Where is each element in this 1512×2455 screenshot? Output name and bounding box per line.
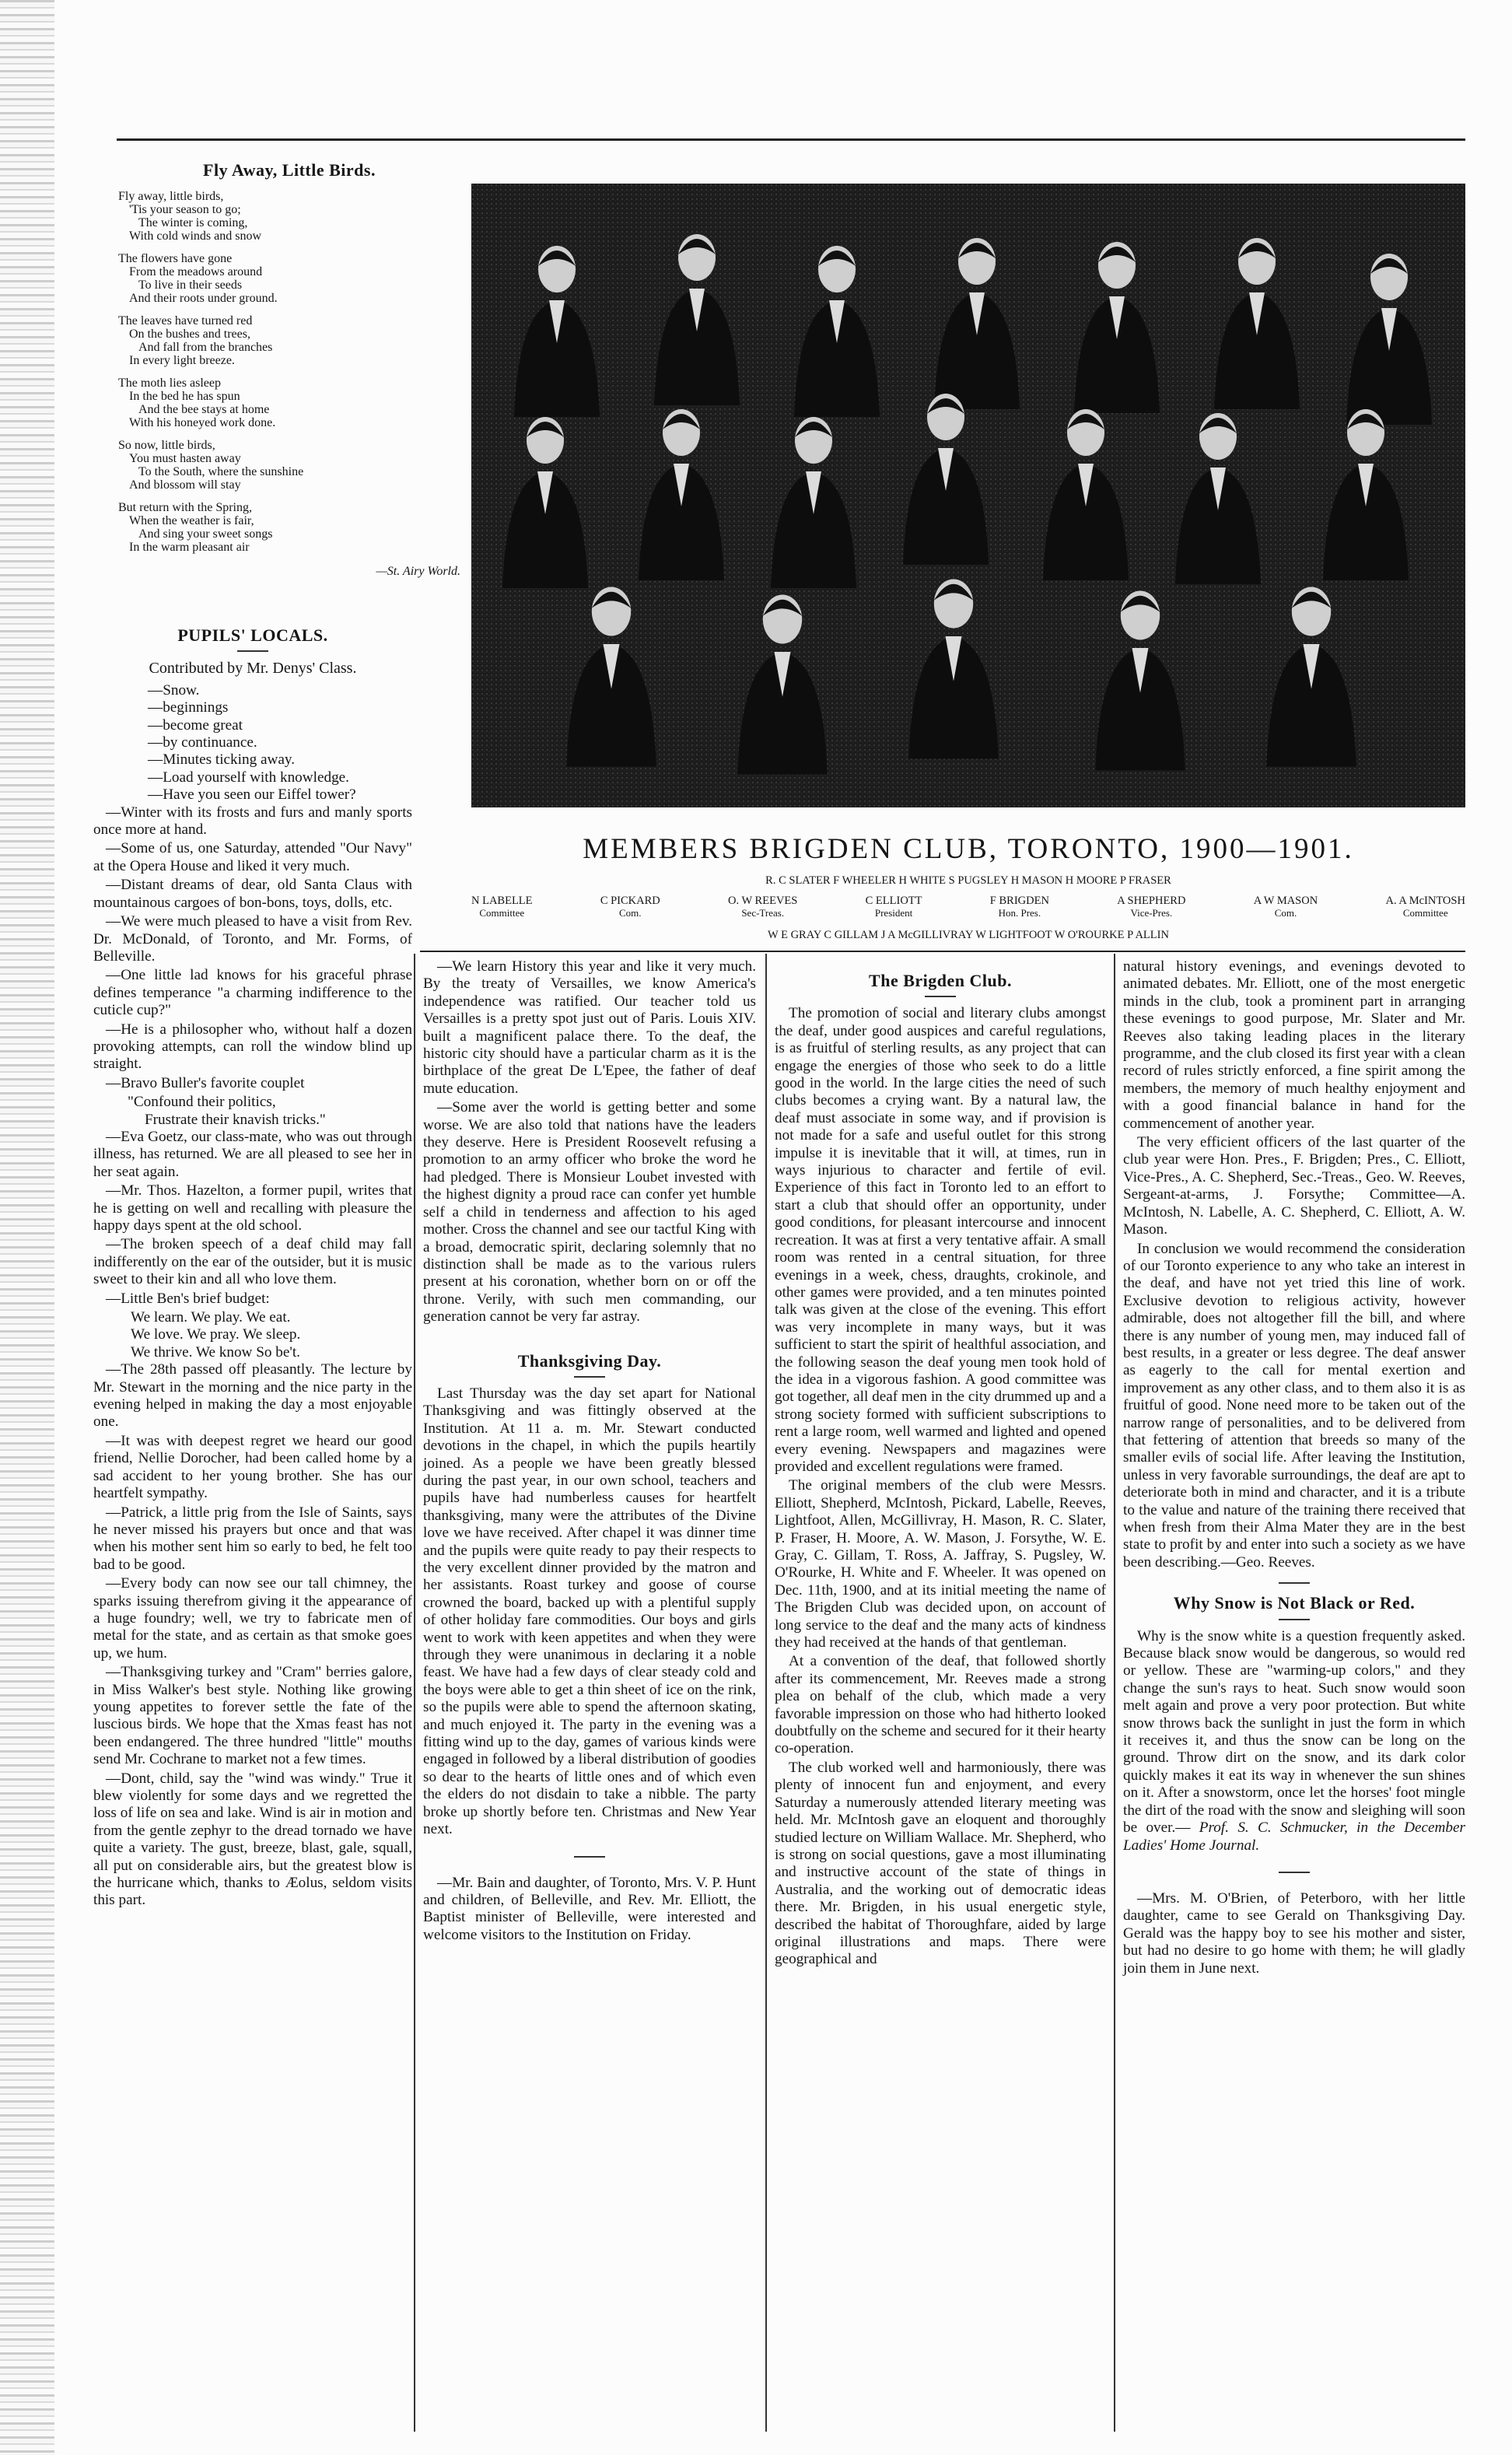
poem-line: In the bed he has spun	[129, 390, 240, 404]
title-rule	[925, 996, 956, 997]
poem-line: You must hasten away	[129, 452, 241, 466]
local-short-item: —Minutes ticking away.	[148, 751, 295, 769]
poem-line: With his honeyed work done.	[129, 416, 276, 430]
budget-line: We love. We pray. We sleep.	[131, 1326, 301, 1343]
visitors-item: —Mr. Bain and daughter, of Toronto, Mrs. V. P. Hunt and children, of Belleville, and Rev. Mr. Elliott, the Baptist minister of Belleville, were interested and welcome visitors to the Institution on Friday.	[423, 1874, 756, 1943]
pupils-locals	[93, 622, 412, 1911]
brigden-para-1: The promotion of social and literary clubs amongst the deaf, under good auspices and careful regulations, is as fruitful of sterling results, as any project that can engage the energies of those who seek to do a little good in the world. In the large cities the need of such clubs becomes a crying want. By a natural law, the deaf must associate in some way, and if provision is not made for a safe and useful outlet for this strong impulse it is inevitable that it will, at times, run in ways injurious to character and fertile of evil. Experience of this fact in Toronto led to an effort to start a club that should offer an opportunity, under good conditions, for pleasant intercourse and innocent recreation. It was at first a very tentative affair. A small room was rented in a central situation, for three evenings in a week, chess, draughts, crokinole, and other games were provided, and a ten minutes pointed talk was given at the close of the evening. This effort was very incomplete in many ways, but it was sufficient to start the spirit of healthful association, and the following season the deaf young men took hold of the idea in a vigorous fashion. A good committee was got together, all deaf men in the city drummed up and a strong society formed with sufficient subscriptions to rent a large room, well warmed and lighted and opened every evening. Newspapers and magazines were provided and excellent regulations were framed.	[775, 1005, 1106, 1475]
column-3	[775, 968, 1106, 1970]
poem-line: The winter is coming,	[138, 216, 248, 230]
poem-line: And blossom will stay	[129, 478, 241, 492]
caption-person-role: Hon. Pres.	[998, 907, 1041, 919]
local-item: —Some of us, one Saturday, attended "Our Navy" at the Opera House and liked it very much.	[93, 840, 412, 874]
column-2	[423, 958, 756, 1945]
club-group-photo	[471, 184, 1465, 807]
caption-person	[1385, 895, 1465, 919]
caption-person-name: A W MASON	[1253, 895, 1318, 907]
photo-figures	[471, 184, 1465, 807]
brigden-para-2: The original members of the club were Messrs. Elliott, Shepherd, McIntosh, Pickard, Labelle, Reeves, Lightfoot, Allen, McGillivray, H. Mason, R. C. Slater, P. Fraser, H. Moore, A. W. Mason, J. Forsythe, W. E. Gray, C. Gillam, T. Ross, A. Jaffray, S. Pugsley, W. O'Rourke, H. White and F. Wheeler. It was opened on Dec. 11th, 1900, and at its initial meeting the name of The Brigden Club was decided upon, on account of long service to the deaf and the many acts of kindness they had received at the hands of that gentleman.	[775, 1477, 1106, 1651]
poem-line: And their roots under ground.	[129, 292, 278, 306]
snow-title: Why Snow is Not Black or Red.	[1173, 1593, 1416, 1613]
brigden-club-title: The Brigden Club.	[869, 971, 1012, 990]
local-short-item: —Have you seen our Eiffel tower?	[148, 786, 356, 804]
brigden-cont-2: The very efficient officers of the last quarter of the club year were Hon. Pres., F. Brigden; Pres., C. Elliott, Vice-Pres., A. C. Shepherd, Sec.-Treas., Geo. W. Reeves, Sergeant-at-arms, J. Forsythe; Committee—A. McIntosh, N. Labelle, A. C. Shepherd, C. Elliott, A. W. Mason.	[1123, 1134, 1465, 1238]
local-item: —Bravo Buller's favorite couplet	[106, 1074, 305, 1091]
caption-person-role: Com.	[619, 907, 642, 919]
poem-line: To the South, where the sunshine	[138, 465, 304, 479]
brigden-para-4: The club worked well and harmoniously, there was plenty of innocent fun and enjoyment, and every Saturday a numerously attended literary meeting was held. Mr. McIntosh gave an eloquent and thoroughly studied lecture on William Wallace. Mr. Shepherd, who is strong on social questions, gave a most illuminating and instructive account of the state of things in Australia, and the working out of democratic ideas there. Mr. Brigden, in his usual energetic style, described the habitat of Thoroughfare, aided by large original illustrations and maps. There were geographical and	[775, 1759, 1106, 1968]
poem-line: When the weather is fair,	[129, 514, 254, 528]
poem-line: On the bushes and trees,	[129, 327, 250, 341]
world-item: —Some aver the world is getting better and some worse. We are also told that nations have the leaders they deserve. Here is President Roosevelt refusing a promotion to an army officer who broke the word he had pledged. There is Monsieur Loubet invested with the highest dignity a proud race can confer yet humble self a child in tenderness and affection to his aged mother. Cross the channel and see our tactful King with a broad, democratic spirit, declaring solemnly that no distinction shall be made as to the various rulers present at his coronation, whether born on or off the throne. Verily, with such men commanding, our generation cannot be very far astray.	[423, 1099, 756, 1326]
locals-byline: Contributed by Mr. Denys' Class.	[149, 660, 357, 678]
caption-person-role: Committee	[479, 907, 525, 919]
caption-person	[1117, 895, 1185, 919]
column-rule-2	[765, 954, 767, 2432]
caption-person	[600, 895, 660, 919]
caption-person-name: A. A McINTOSH	[1385, 895, 1465, 907]
local-item: —Eva Goetz, our class-mate, who was out through illness, has returned. We are all pleased to see her in her seat again.	[93, 1128, 412, 1180]
local-item: —Dont, child, say the "wind was windy." True it blew violently for some days and we regretted the loss of life on sea and lake. Wind is air in motion and from the gentle zephyr to the dread tornado we have quite a variety. The gust, breeze, blast, gale, squall, all put on considerable airs, but the greatest blow is the hurricane which, thanks to Æolus, seldom visits this part.	[93, 1770, 412, 1909]
caption-person	[471, 895, 533, 919]
caption-row-1: R. C SLATER F WHEELER H WHITE S PUGSLEY H MASON H MOORE P FRASER	[765, 874, 1171, 887]
local-item: —One little lad knows for his graceful phrase defines temperance "a charming indifference to the cuticle cup?"	[93, 967, 412, 1019]
poem-line: The leaves have turned red	[118, 314, 253, 328]
column-rule-1	[414, 954, 415, 2432]
poem-line: And fall from the branches	[138, 341, 273, 355]
poem-line: 'Tis your season to go;	[129, 203, 241, 217]
budget-line: We learn. We play. We eat.	[131, 1309, 291, 1326]
locals-items-3	[93, 1361, 412, 1910]
column-rule-3	[1114, 954, 1115, 2432]
poem-stanza	[118, 501, 460, 554]
local-item: —Patrick, a little prig from the Isle of Saints, says he never missed his prayers but once and that was when his mother sent him so early to bed, he felt too bad to be good.	[93, 1504, 412, 1573]
little-bens-budget	[93, 1309, 412, 1361]
poem-line: In every light breeze.	[129, 354, 235, 368]
poem-credit: —St. Airy World.	[376, 565, 460, 579]
caption-row-3: W E GRAY C GILLAM J A McGILLIVRAY W LIGHTFOOT W O'ROURKE P ALLIN	[768, 929, 1169, 941]
local-item: —Thanksgiving turkey and "Cram" berries galore, in Miss Walker's best style. Nothing like growing young appetites to forever settle the fate of the luscious birds. We hope that the Xmas feast has not been endangered. The three hundred "little" mouths send Mr. Cochrane to market not a few times.	[93, 1664, 412, 1768]
caption-person-name: C ELLIOTT	[865, 895, 922, 907]
thanksgiving-title: Thanksgiving Day.	[517, 1350, 662, 1371]
caption-person	[866, 895, 922, 919]
caption-person-role: Sec-Treas.	[741, 907, 785, 919]
poem-line: So now, little birds,	[118, 439, 215, 453]
scan-gutter	[0, 0, 54, 2455]
caption-person	[1254, 895, 1318, 919]
caption-person-role: Com.	[1274, 907, 1297, 919]
local-item: —The 28th passed off pleasantly. The lecture by Mr. Stewart in the morning and the nice party in the evening helped in making the day a most enjoyable one.	[93, 1361, 412, 1431]
poem-line: Fly away, little birds,	[118, 190, 224, 204]
poem-title: Fly Away, Little Birds.	[203, 160, 376, 180]
item-rule	[574, 1856, 605, 1858]
poem-line: With cold winds and snow	[129, 229, 262, 243]
snow-credit: Prof. S. C. Schmucker, in the December Ladies' Home Journal.	[1123, 1819, 1465, 1854]
local-item: —Winter with its frosts and furs and manly sports once more at hand.	[93, 804, 412, 839]
poem-line: And sing your sweet songs	[138, 527, 273, 541]
poem-block	[118, 162, 460, 581]
poem-line: From the meadows around	[129, 265, 263, 279]
poem-line: To live in their seeds	[138, 278, 243, 292]
brigden-cont-1: natural history evenings, and evenings devoted to animated debates. Mr. Elliott, one of the most energetic minds in the club, took a prominent part in arranging these evenings to good purpose, Mr. Slater and Mr. Reeves also taking leading places in the literary programme, and the club closed its first year with a clean record of rules strictly enforced, a fine spirit among the members, the memory of much healthy enjoyment and with a good financial balance in hand for the commencement of another year.	[1123, 958, 1465, 1132]
poem-stanza	[118, 190, 460, 243]
poem-stanza	[118, 439, 460, 492]
brigden-cont-3: In conclusion we would recommend the consideration of our Toronto experience to any who take an interest in the deaf, and have not yet tried this line of work. Exclusive devotion to religious activity, however admirable, does not altogether fill the bill, and where there is any number of young men, may induced fall of best results, in a greater or less degree. The deaf answer as eagerly to the call for mental exertion and improvement as any other class, and to them also it is as fruitful of good. None need more to be taken out of the narrow range of personalities, and to be delivered from that fettering of attention that breeds so many of the smaller evils of social life. After leaving the Institution, unless in very favorable surroundings, the deaf are apt to deteriorate both in mind and character, and it is a tribute to the value and nature of the training there received that when fresh from their Alma Mater they are in the best state to profit by and enter into such a society as we have been describing.—Geo. Reeves.	[1123, 1240, 1465, 1571]
caption-person-name: O. W REEVES	[728, 895, 798, 907]
local-short-item: —Load yourself with knowledge.	[148, 769, 349, 786]
poem-line: But return with the Spring,	[118, 501, 252, 515]
photo-caption-title: MEMBERS BRIGDEN CLUB, TORONTO, 1900—1901.	[583, 833, 1354, 865]
local-item: —Little Ben's brief budget:	[106, 1290, 270, 1307]
local-item: —Distant dreams of dear, old Santa Claus with mountainous cargoes of bon-bons, toys, dolls, etc.	[93, 877, 412, 911]
title-rule	[574, 1376, 605, 1378]
local-item: —Every body can now see our tall chimney, the sparks issuing therefrom giving it the appearance of a huge foundry; well, we try to fabricate men of metal for the state, and as certain as that smoke goes up, we hum.	[93, 1575, 412, 1662]
poem-line: In the warm pleasant air	[129, 541, 250, 555]
budget-line: We thrive. We know So be't.	[131, 1343, 300, 1361]
history-item: —We learn History this year and like it very much. By the treaty of Versailles, we know America's independence was ratified. Our teacher told us Versailles is a pretty spot just out of Paris. Louis XIV. built a magnificent palace there. To the deaf, the historic city should have a particular charm as it is the birthplace of the great De L'Epee, the father of deaf mute education.	[423, 958, 756, 1097]
local-short-item: —by continuance.	[148, 734, 257, 751]
caption-person	[990, 895, 1049, 919]
title-rule	[237, 650, 268, 652]
poem-stanza	[118, 376, 460, 429]
column-4	[1123, 958, 1465, 1979]
locals-title: PUPILS' LOCALS.	[177, 625, 328, 645]
locals-items	[93, 804, 412, 1093]
local-item: —We were much pleased to have a visit from Rev. Dr. McDonald, of Toronto, and Mr. Forms, of Belleville.	[93, 913, 412, 965]
local-item: —It was with deepest regret we heard our good friend, Nellie Dorocher, had been called home by a sad accident to her young brother. She has our heartfelt sympathy.	[93, 1432, 412, 1502]
top-rule	[117, 138, 1465, 141]
caption-person-name: C PICKARD	[600, 895, 660, 907]
caption-person-role: Vice-Pres.	[1130, 907, 1173, 919]
caption-person-role: President	[874, 907, 913, 919]
caption-person-name: N LABELLE	[471, 895, 533, 907]
brigden-para-3: At a convention of the deaf, that followed shortly after its commencement, Mr. Reeves made a strong plea on behalf of the club, which made a very favorable impression on those who had hitherto looked doubtfully on the scheme and secured for it their hearty co-operation.	[775, 1653, 1106, 1757]
caption-person	[728, 895, 797, 919]
poem-stanza	[118, 314, 460, 367]
item-rule	[1279, 1872, 1310, 1873]
poem-stanza	[118, 252, 460, 305]
caption-row-2	[471, 895, 1465, 919]
item-rule	[1279, 1582, 1310, 1584]
local-item: —He is a philosopher who, without half a dozen provoking attempts, can roll the window blind up straight.	[93, 1021, 412, 1073]
poem-line: The moth lies asleep	[118, 376, 221, 390]
couplet: "Confound their politics, Frustrate their knavish tricks."	[128, 1094, 326, 1128]
snow-article: Why is the snow white is a question frequently asked. Because black snow would be dangerous, so would red or yellow. These are "warming-up colors," and they change the sun's rays to heat. Such snow would soon melt again and prove a very poor protection. But white snow throws back the sunlight in just the form in which it receives it, and thus the snow can be long on the ground. Throw dirt on the snow, and its dark color quickly makes it eat its way in whenever the sun shines on it. After a snowstorm, once let the horses' foot mingle the dirt of the road with the snow and sleighing will soon be over.— Prof. S. C. Schmucker, in the December Ladies' Home Journal.	[1123, 1627, 1465, 1854]
local-short-item: —become great	[148, 716, 243, 734]
local-item: —Mr. Thos. Hazelton, a former pupil, writes that he is getting on well and recalling with pleasure the happy days spent at the old school.	[93, 1182, 412, 1234]
thanksgiving-article: Last Thursday was the day set apart for National Thanksgiving and was fittingly observed at the Institution. At 11 a. m. Mr. Stewart conducted devotions in the chapel, in which the pupils heartily joined. As a people we have been greatly blessed during the past year, in our own school, teachers and pupils have had numberless causes for heartfelt thanksgiving, many were the attributes of the Divine love we have received. After chapel it was dinner time and the pupils were quite ready to pay their respects to the very excellent dinner provided by the matron and her assistants. Roast turkey and goose of course crowned the board, backed up with a plentiful supply of other holiday fare commodities. Our boys and girls went to work with keen appetites and when they were through they were unanimous in declaring it a noble feast. We have had a few days of clear steady cold and the boys were able to get a thin sheet of ice on the rink, so the pupils were able to spend the afternoon skating, and much enjoyed it. The party in the evening was a fitting wind up to the day, games of various kinds were engaged in followed by a liberal distribution of goodies so dear to the hearts of little ones and of which even the elders do not disdain to take a nibble. The party broke up shortly before ten. Christmas and New Year next.	[423, 1385, 756, 1838]
local-short-item: —beginnings	[148, 699, 229, 716]
caption-person-role: Committee	[1402, 907, 1448, 919]
locals-short-items	[93, 682, 412, 804]
local-short-item: —Snow.	[148, 681, 200, 699]
locals-items-2	[93, 1129, 412, 1308]
poem-stanzas	[118, 190, 460, 554]
poem-line: The flowers have gone	[118, 252, 233, 266]
poem-line: And the bee stays at home	[138, 403, 270, 417]
obrien-item: —Mrs. M. O'Brien, of Peterboro, with her little daughter, came to see Gerald on Thanksgiving Day. Gerald was the happy boy to see his mother and sister, but had no desire to go home with them; he will gladly join them in June next.	[1123, 1889, 1465, 1977]
title-rule	[1279, 1619, 1310, 1620]
local-item: —The broken speech of a deaf child may fall indifferently on the ear of the outsider, but it is music sweet to their kin and all who love them.	[93, 1236, 412, 1288]
section-rule	[420, 951, 1465, 952]
caption-person-name: F BRIGDEN	[989, 895, 1049, 907]
caption-person-name: A SHEPHERD	[1117, 895, 1186, 907]
